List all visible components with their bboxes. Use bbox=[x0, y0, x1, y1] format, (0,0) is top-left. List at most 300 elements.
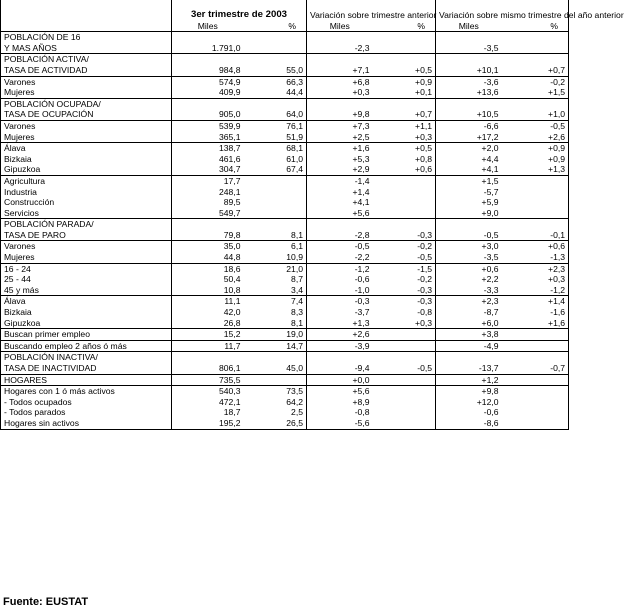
table-row bbox=[1, 219, 569, 230]
cell-miles: 365,1 bbox=[172, 132, 244, 143]
cell-miles: 42,0 bbox=[223, 307, 241, 318]
cell-pct: 44,4 bbox=[244, 87, 307, 98]
row-label: Varones bbox=[1, 120, 172, 131]
cell-miles: -3,3 bbox=[436, 285, 502, 296]
cell-miles: +1,2 bbox=[436, 374, 502, 386]
cell-miles: +2,9 bbox=[307, 164, 373, 175]
cell-miles: +1,3 bbox=[307, 318, 373, 329]
row-label: Bizkaia bbox=[1, 307, 172, 318]
cell-pct: +0,9 bbox=[373, 76, 436, 87]
cell-miles bbox=[172, 98, 244, 109]
row-label: Gipuzkoa bbox=[1, 164, 172, 175]
cell-pct bbox=[244, 54, 307, 65]
header-unit-miles: Miles bbox=[172, 21, 244, 32]
cell-pct: +0,6 bbox=[373, 164, 436, 175]
table-row bbox=[1, 397, 569, 408]
cell-miles bbox=[172, 32, 244, 43]
cell-miles bbox=[307, 32, 373, 43]
cell-pct bbox=[373, 98, 436, 109]
row-label: Varones bbox=[1, 241, 172, 252]
cell-miles bbox=[172, 352, 244, 363]
cell-miles: 15,2 bbox=[172, 329, 244, 341]
header-unit-miles: Miles bbox=[436, 21, 502, 32]
cell-pct: 14,7 bbox=[244, 340, 307, 352]
cell-miles: 574,9 bbox=[172, 76, 244, 87]
cell-pct: 7,4 bbox=[244, 296, 307, 307]
cell-miles: +1,6 bbox=[307, 143, 373, 154]
row-label: Varones bbox=[1, 76, 172, 87]
header-period: 3er trimestre de 2003 bbox=[172, 0, 307, 21]
cell-miles: +5,3 bbox=[352, 153, 370, 164]
cell-pct: +0,9 bbox=[502, 143, 569, 154]
cell-pct bbox=[373, 386, 436, 397]
cell-pct: +0,6 bbox=[502, 241, 569, 252]
cell-pct: +1,1 bbox=[373, 120, 436, 131]
cell-miles bbox=[436, 54, 502, 65]
cell-miles: +10,1 bbox=[436, 65, 502, 76]
cell-miles: +3,8 bbox=[436, 329, 502, 341]
row-label: POBLACIÓN INACTIVA/ bbox=[1, 352, 172, 363]
cell-miles: -4,9 bbox=[436, 340, 502, 352]
cell-miles: +6,8 bbox=[307, 76, 373, 87]
row-label: Y MAS AÑOS bbox=[1, 43, 172, 54]
row-label: Mujeres bbox=[1, 87, 172, 98]
cell-miles: -1,0 bbox=[307, 285, 373, 296]
cell-miles: 79,8 bbox=[172, 230, 244, 241]
cell-miles: +9,8 bbox=[307, 109, 373, 120]
cell-miles bbox=[436, 98, 502, 109]
cell-miles: +1,5 bbox=[436, 175, 502, 186]
table-row bbox=[1, 87, 569, 98]
cell-miles: +2,6 bbox=[307, 329, 373, 341]
cell-miles: 461,6 bbox=[218, 153, 241, 164]
cell-miles bbox=[307, 352, 373, 363]
cell-pct bbox=[502, 418, 569, 429]
cell-pct: 8,7 bbox=[244, 274, 307, 285]
cell-pct: -0,3 bbox=[373, 296, 436, 307]
cell-pct bbox=[502, 208, 569, 219]
cell-pct bbox=[502, 219, 569, 230]
cell-miles: +2,0 bbox=[436, 143, 502, 154]
cell-miles bbox=[172, 54, 244, 65]
table-row bbox=[1, 252, 569, 263]
table-row bbox=[1, 208, 569, 219]
cell-pct bbox=[244, 43, 307, 54]
cell-miles: 984,8 bbox=[172, 65, 244, 76]
table-row bbox=[1, 197, 569, 208]
cell-miles: 905,0 bbox=[172, 109, 244, 120]
cell-miles: -1,2 bbox=[307, 263, 373, 274]
cell-miles: -9,4 bbox=[307, 363, 373, 374]
cell-miles: -5,6 bbox=[307, 418, 373, 429]
cell-miles: +5,9 bbox=[481, 197, 499, 208]
cell-pct: 64,2 bbox=[244, 397, 307, 408]
table-row bbox=[1, 187, 569, 198]
cell-miles: 18,7 bbox=[223, 407, 241, 418]
cell-miles bbox=[307, 219, 373, 230]
cell-pct bbox=[502, 407, 569, 418]
cell-pct: +0,5 bbox=[373, 65, 436, 76]
cell-miles: +4,4 bbox=[481, 153, 499, 164]
cell-miles: +7,3 bbox=[307, 120, 373, 131]
cell-pct bbox=[502, 43, 569, 54]
table-row bbox=[1, 296, 569, 307]
cell-pct bbox=[502, 374, 569, 386]
table-row bbox=[1, 263, 569, 274]
cell-pct: +0,5 bbox=[373, 143, 436, 154]
cell-miles: -3,6 bbox=[436, 76, 502, 87]
row-label: Álava bbox=[1, 296, 172, 307]
source-note: Fuente: EUSTAT bbox=[3, 596, 89, 608]
row-label: POBLACIÓN ACTIVA/ bbox=[1, 54, 172, 65]
cell-pct: 8,1 bbox=[244, 230, 307, 241]
cell-miles: 409,9 bbox=[172, 87, 244, 98]
cell-pct: 6,1 bbox=[244, 241, 307, 252]
cell-miles: +13,6 bbox=[436, 87, 502, 98]
row-label: HOGARES bbox=[1, 374, 172, 386]
cell-pct: -0,8 bbox=[373, 307, 436, 318]
cell-pct: -1,3 bbox=[502, 252, 569, 263]
cell-pct: 64,0 bbox=[244, 109, 307, 120]
cell-miles: 26,8 bbox=[172, 318, 244, 329]
cell-miles: 195,2 bbox=[172, 418, 244, 429]
cell-pct: +1,4 bbox=[502, 296, 569, 307]
table-row bbox=[1, 352, 569, 363]
cell-pct bbox=[373, 54, 436, 65]
row-label: Buscan primer empleo bbox=[1, 329, 172, 341]
cell-miles: 248,1 bbox=[218, 186, 241, 197]
cell-miles bbox=[436, 219, 502, 230]
cell-pct bbox=[244, 197, 307, 208]
cell-pct bbox=[244, 219, 307, 230]
cell-miles: -5,7 bbox=[483, 186, 499, 197]
cell-pct bbox=[502, 187, 569, 198]
cell-miles: +0,3 bbox=[307, 87, 373, 98]
row-label: Agricultura bbox=[1, 175, 172, 186]
cell-miles: 540,3 bbox=[172, 386, 244, 397]
cell-pct bbox=[373, 374, 436, 386]
row-label: Gipuzkoa bbox=[1, 318, 172, 329]
cell-pct: 66,3 bbox=[244, 76, 307, 87]
cell-pct bbox=[502, 32, 569, 43]
cell-miles: 11,7 bbox=[172, 340, 244, 352]
cell-pct: 3,4 bbox=[244, 285, 307, 296]
cell-pct bbox=[373, 397, 436, 408]
table-row bbox=[1, 274, 569, 285]
cell-pct bbox=[373, 43, 436, 54]
header-var-year: Variación sobre mismo trimestre del año anterior bbox=[436, 0, 569, 21]
cell-miles: -3,9 bbox=[307, 340, 373, 352]
table-row bbox=[1, 418, 569, 429]
cell-miles: +7,1 bbox=[307, 65, 373, 76]
cell-pct bbox=[244, 98, 307, 109]
row-label: 25 - 44 bbox=[1, 274, 172, 285]
cell-pct: -0,2 bbox=[373, 274, 436, 285]
table-row bbox=[1, 32, 569, 43]
row-label: POBLACIÓN DE 16 bbox=[1, 32, 172, 43]
cell-miles: 549,7 bbox=[172, 208, 244, 219]
header-var-prev: Variación sobre trimestre anterior bbox=[307, 0, 436, 21]
cell-miles: -3,7 bbox=[354, 307, 370, 318]
cell-miles bbox=[436, 352, 502, 363]
cell-pct: -0,5 bbox=[502, 120, 569, 131]
row-label: Industria bbox=[1, 187, 172, 198]
cell-miles: +12,0 bbox=[476, 396, 499, 407]
cell-miles: +0,6 bbox=[436, 263, 502, 274]
cell-pct bbox=[502, 386, 569, 397]
table-row bbox=[1, 329, 569, 341]
table-row bbox=[1, 241, 569, 252]
cell-pct: -1,6 bbox=[502, 307, 569, 318]
cell-miles: -0,3 bbox=[307, 296, 373, 307]
cell-miles: 138,7 bbox=[172, 143, 244, 154]
row-label: 45 y más bbox=[1, 285, 172, 296]
row-label: Mujeres bbox=[1, 252, 172, 263]
cell-pct bbox=[502, 397, 569, 408]
cell-miles: -2,2 bbox=[307, 252, 373, 263]
cell-miles: +2,2 bbox=[481, 274, 499, 285]
cell-miles: +17,2 bbox=[436, 132, 502, 143]
cell-miles: -0,8 bbox=[354, 407, 370, 418]
cell-miles: 11,1 bbox=[172, 296, 244, 307]
cell-pct: 76,1 bbox=[244, 120, 307, 131]
cell-miles: -1,4 bbox=[307, 175, 373, 186]
cell-pct: -0,5 bbox=[373, 252, 436, 263]
table-row bbox=[1, 98, 569, 109]
cell-pct: 45,0 bbox=[244, 363, 307, 374]
row-label: Mujeres bbox=[1, 132, 172, 143]
table-row bbox=[1, 363, 569, 374]
table-row bbox=[1, 154, 569, 165]
cell-pct: -0,3 bbox=[373, 285, 436, 296]
cell-miles: 89,5 bbox=[223, 197, 241, 208]
cell-miles: 17,7 bbox=[172, 175, 244, 186]
cell-miles: +2,3 bbox=[436, 296, 502, 307]
row-label: Hogares con 1 ó más activos bbox=[1, 386, 172, 397]
cell-pct: 61,0 bbox=[244, 154, 307, 165]
table-row bbox=[1, 374, 569, 386]
header-unit-miles: Miles bbox=[307, 21, 373, 32]
row-label: - Todos parados bbox=[1, 407, 172, 418]
cell-pct: 73,5 bbox=[244, 386, 307, 397]
row-label: Bizkaia bbox=[1, 154, 172, 165]
table-row bbox=[1, 307, 569, 318]
cell-miles bbox=[307, 54, 373, 65]
cell-pct bbox=[373, 197, 436, 208]
cell-miles: 1.791,0 bbox=[172, 43, 244, 54]
cell-pct: +2,6 bbox=[502, 132, 569, 143]
cell-pct: +2,3 bbox=[502, 263, 569, 274]
table-row bbox=[1, 386, 569, 397]
cell-pct: 51,9 bbox=[244, 132, 307, 143]
cell-miles: +5,6 bbox=[307, 208, 373, 219]
cell-miles: -0,5 bbox=[307, 241, 373, 252]
cell-miles: -8,6 bbox=[436, 418, 502, 429]
cell-pct bbox=[244, 32, 307, 43]
cell-pct: 2,5 bbox=[244, 407, 307, 418]
cell-pct bbox=[502, 175, 569, 186]
cell-pct: 10,9 bbox=[244, 252, 307, 263]
table-row bbox=[1, 76, 569, 87]
row-label: TASA DE ACTIVIDAD bbox=[1, 65, 172, 76]
cell-pct: +1,0 bbox=[502, 109, 569, 120]
cell-miles: +9,8 bbox=[436, 386, 502, 397]
row-label: Servicios bbox=[1, 208, 172, 219]
cell-miles: +1,4 bbox=[352, 186, 370, 197]
cell-miles: +6,0 bbox=[436, 318, 502, 329]
cell-pct bbox=[244, 374, 307, 386]
cell-miles: 50,4 bbox=[223, 274, 241, 285]
cell-pct: +0,7 bbox=[373, 109, 436, 120]
cell-miles: 806,1 bbox=[172, 363, 244, 374]
cell-pct: +0,9 bbox=[502, 154, 569, 165]
cell-pct bbox=[373, 187, 436, 198]
cell-pct bbox=[373, 340, 436, 352]
cell-miles: -3,5 bbox=[436, 252, 502, 263]
cell-miles: 35,0 bbox=[172, 241, 244, 252]
header-blank bbox=[1, 0, 172, 21]
cell-pct bbox=[373, 208, 436, 219]
table-row bbox=[1, 54, 569, 65]
row-label: TASA DE PARO bbox=[1, 230, 172, 241]
table-row bbox=[1, 65, 569, 76]
cell-pct: 55,0 bbox=[244, 65, 307, 76]
cell-pct bbox=[373, 418, 436, 429]
table-row bbox=[1, 120, 569, 131]
cell-miles: +10,5 bbox=[436, 109, 502, 120]
cell-pct: -0,2 bbox=[502, 76, 569, 87]
cell-pct bbox=[502, 340, 569, 352]
cell-pct bbox=[373, 32, 436, 43]
cell-pct bbox=[373, 175, 436, 186]
cell-miles: 735,5 bbox=[172, 374, 244, 386]
cell-pct: 67,4 bbox=[244, 164, 307, 175]
cell-pct: -0,5 bbox=[373, 363, 436, 374]
row-label: TASA DE INACTIVIDAD bbox=[1, 363, 172, 374]
table-row bbox=[1, 340, 569, 352]
cell-pct bbox=[244, 352, 307, 363]
cell-miles: -2,8 bbox=[307, 230, 373, 241]
cell-miles: 10,8 bbox=[172, 285, 244, 296]
row-label: Hogares sin activos bbox=[1, 418, 172, 429]
cell-pct bbox=[502, 329, 569, 341]
cell-miles: +3,0 bbox=[436, 241, 502, 252]
table-row bbox=[1, 175, 569, 186]
cell-pct bbox=[373, 352, 436, 363]
cell-pct bbox=[244, 187, 307, 198]
cell-pct: -0,7 bbox=[502, 363, 569, 374]
cell-miles: +4,1 bbox=[436, 164, 502, 175]
row-label: 16 - 24 bbox=[1, 263, 172, 274]
cell-miles bbox=[307, 98, 373, 109]
header-unit-pct: % bbox=[373, 21, 436, 32]
cell-miles: -0,6 bbox=[354, 274, 370, 285]
cell-miles: +4,1 bbox=[352, 197, 370, 208]
cell-pct: +0,1 bbox=[373, 87, 436, 98]
cell-pct bbox=[502, 98, 569, 109]
cell-miles bbox=[436, 32, 502, 43]
cell-miles: 44,8 bbox=[172, 252, 244, 263]
cell-pct: +0,3 bbox=[502, 274, 569, 285]
cell-miles: +5,6 bbox=[307, 386, 373, 397]
row-label: Buscando empleo 2 años ó más bbox=[1, 340, 172, 352]
cell-miles: 18,6 bbox=[172, 263, 244, 274]
cell-pct: +0,8 bbox=[373, 154, 436, 165]
row-label: POBLACIÓN PARADA/ bbox=[1, 219, 172, 230]
cell-pct: 8,3 bbox=[244, 307, 307, 318]
table-row bbox=[1, 109, 569, 120]
cell-pct bbox=[373, 329, 436, 341]
cell-pct: +1,5 bbox=[502, 87, 569, 98]
cell-miles: +9,0 bbox=[436, 208, 502, 219]
header-unit-pct: % bbox=[502, 21, 569, 32]
row-label: - Todos ocupados bbox=[1, 397, 172, 408]
cell-miles: -8,7 bbox=[483, 307, 499, 318]
cell-pct: +0,3 bbox=[373, 132, 436, 143]
cell-pct: 26,5 bbox=[244, 418, 307, 429]
row-label: POBLACIÓN OCUPADA/ bbox=[1, 98, 172, 109]
cell-pct bbox=[244, 175, 307, 186]
cell-pct: +0,3 bbox=[373, 318, 436, 329]
cell-miles: 539,9 bbox=[172, 120, 244, 131]
cell-pct: -1,5 bbox=[373, 263, 436, 274]
cell-miles: -13,7 bbox=[436, 363, 502, 374]
cell-miles: 304,7 bbox=[172, 164, 244, 175]
cell-pct: 8,1 bbox=[244, 318, 307, 329]
table-row bbox=[1, 285, 569, 296]
cell-pct: 21,0 bbox=[244, 263, 307, 274]
table-row bbox=[1, 43, 569, 54]
cell-pct: -0,1 bbox=[502, 230, 569, 241]
cell-pct bbox=[502, 352, 569, 363]
cell-miles: +8,9 bbox=[352, 396, 370, 407]
cell-miles: -6,6 bbox=[436, 120, 502, 131]
row-label: TASA DE OCUPACIÓN bbox=[1, 109, 172, 120]
cell-pct bbox=[502, 197, 569, 208]
table-row bbox=[1, 230, 569, 241]
table-row bbox=[1, 132, 569, 143]
cell-pct: -0,3 bbox=[373, 230, 436, 241]
cell-miles: +0,0 bbox=[307, 374, 373, 386]
table-row bbox=[1, 407, 569, 418]
cell-pct: -1,2 bbox=[502, 285, 569, 296]
cell-pct bbox=[373, 219, 436, 230]
table-row bbox=[1, 143, 569, 154]
table-row bbox=[1, 164, 569, 175]
cell-pct: 68,1 bbox=[244, 143, 307, 154]
cell-miles: -3,5 bbox=[436, 43, 502, 54]
cell-pct bbox=[502, 54, 569, 65]
cell-miles: -0,5 bbox=[436, 230, 502, 241]
cell-miles bbox=[172, 219, 244, 230]
cell-pct bbox=[373, 407, 436, 418]
cell-pct bbox=[244, 208, 307, 219]
table-row bbox=[1, 318, 569, 329]
cell-pct: -0,2 bbox=[373, 241, 436, 252]
header-blank bbox=[1, 21, 172, 32]
row-label: Construcción bbox=[1, 197, 172, 208]
cell-pct: +1,6 bbox=[502, 318, 569, 329]
cell-miles: -0,6 bbox=[483, 407, 499, 418]
cell-pct: +0,7 bbox=[502, 65, 569, 76]
cell-miles: +2,5 bbox=[307, 132, 373, 143]
cell-pct: 19,0 bbox=[244, 329, 307, 341]
row-label: Álava bbox=[1, 143, 172, 154]
cell-pct: +1,3 bbox=[502, 164, 569, 175]
cell-miles: -2,3 bbox=[307, 43, 373, 54]
cell-miles: 472,1 bbox=[218, 396, 241, 407]
header-unit-pct: % bbox=[244, 21, 307, 32]
